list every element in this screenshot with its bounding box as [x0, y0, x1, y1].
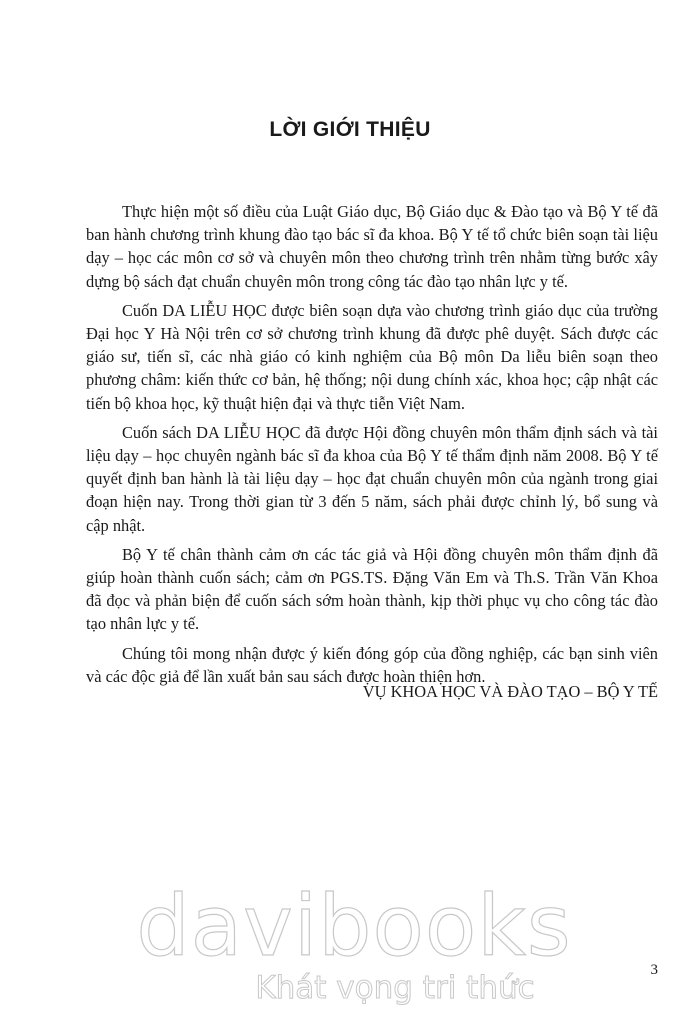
watermark-brand: davibooks [136, 877, 572, 975]
watermark-slogan: Khát vọng tri thức [255, 970, 535, 1006]
paragraph-1: Thực hiện một số điều của Luật Giáo dục, Bộ Giáo dục & Đào tạo và Bộ Y tế đã ban hành chương trình khung đào tạo bác sĩ đa khoa. Bộ Y tế tổ chức biên soạn tài liệu dạy – học các môn cơ sở và chuyên môn theo chương trình trên nhằm từng bước xây dựng bộ sách đạt chuẩn chuyên môn trong công tác đào tạo nhân lực y tế. [86, 202, 658, 291]
page-number: 3 [650, 962, 658, 978]
paragraph-3: Cuốn sách DA LIỄU HỌC đã được Hội đồng chuyên môn thẩm định sách và tài liệu dạy – học chuyên ngành bác sĩ đa khoa của Bộ Y tế thẩm định năm 2008. Bộ Y tế quyết định ban hành là tài liệu dạy – học đạt chuẩn chuyên môn của ngành trong giai đoạn hiện nay. Trong thời gian từ 3 đến 5 năm, sách phải được chỉnh lý, bổ sung và cập nhật. [86, 422, 658, 535]
body-text [86, 200, 658, 694]
paragraph-2: Cuốn DA LIỄU HỌC được biên soạn dựa vào chương trình giáo dục của trường Đại học Y Hà Nội trên cơ sở chương trình khung đã được phê duyệt. Sách được các giáo sư, tiến sĩ, các nhà giáo có kinh nghiệm của Bộ môn Da liễu biên soạn theo phương châm: kiến thức cơ bản, hệ thống; nội dung chính xác, khoa học; cập nhật các tiến bộ khoa học, kỹ thuật hiện đại và thực tiễn Việt Nam. [86, 300, 658, 413]
watermark [0, 877, 700, 1006]
page-title: LỜI GIỚI THIỆU [269, 118, 431, 141]
paragraph-5: Chúng tôi mong nhận được ý kiến đóng góp của đồng nghiệp, các bạn sinh viên và các độc giả để lần xuất bản sau sách được hoàn thiện hơn. [86, 643, 658, 686]
paragraph-4: Bộ Y tế chân thành cảm ơn các tác giả và Hội đồng chuyên môn thẩm định đã giúp hoàn thành cuốn sách; cảm ơn PGS.TS. Đặng Văn Em và Th.S. Trần Văn Khoa đã đọc và phản biện để cuốn sách sớm hoàn thành, kịp thời phục vụ cho công tác đào tạo nhân lực y tế. [86, 544, 658, 634]
signature: VỤ KHOA HỌC VÀ ĐÀO TẠO – BỘ Y TẾ [362, 682, 658, 701]
